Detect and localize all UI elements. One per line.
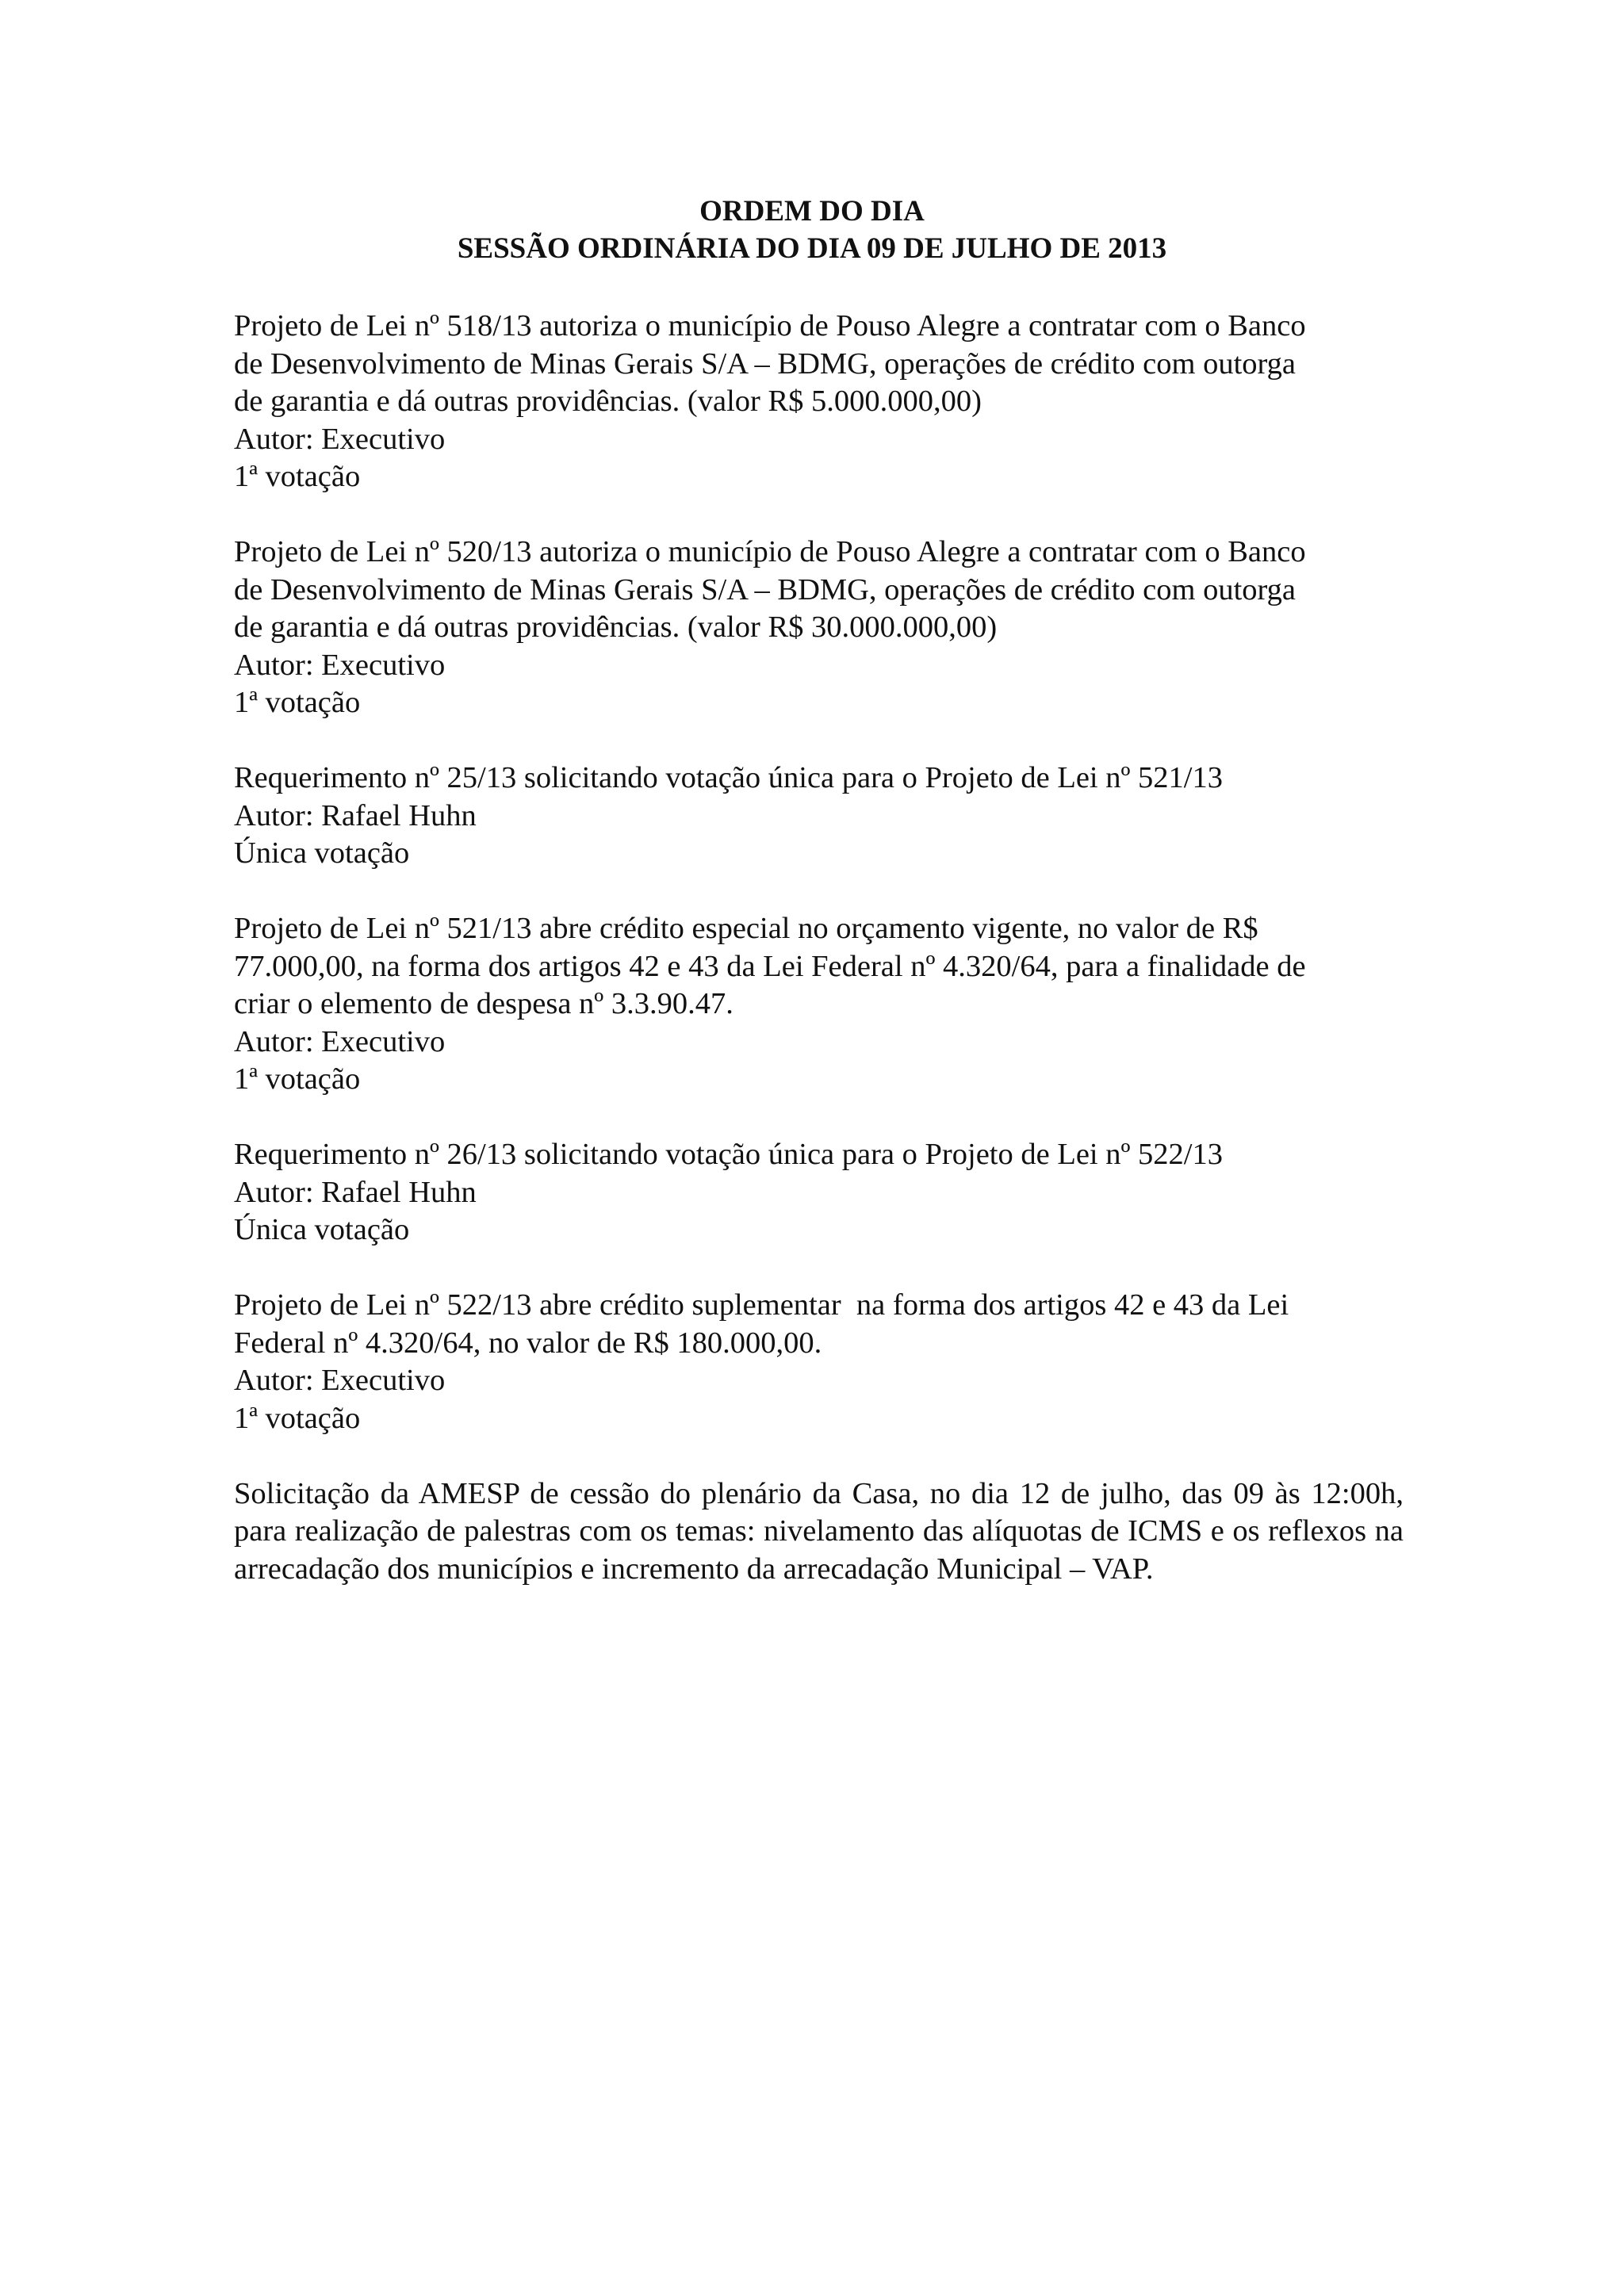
agenda-item-pl-521: [234, 910, 1404, 1099]
closing-paragraph: Solicitação da AMESP de cessão do plenário da Casa, no dia 12 de julho, das 09 às 12:00h, para realização de palestras com os temas: nivelamento das alíquotas de ICMS e os reflexos na arrecadação dos municípios e incremento da arrecadação Municipal – VAP.: [234, 1476, 1404, 1586]
agenda-item-pl-518: [234, 308, 1404, 496]
item-vote: 1ª votação: [234, 1401, 361, 1435]
item-text-line: Projeto de Lei nº 522/13 abre crédito suplementar na forma dos artigos 42 e 43 da Lei: [234, 1288, 1289, 1322]
item-text-line: Federal nº 4.320/64, no valor de R$ 180.000,00.: [234, 1326, 822, 1360]
item-author: Autor: Rafael Huhn: [234, 798, 477, 832]
document-header: [0, 193, 1624, 267]
item-text-line: de garantia e dá outras providências. (valor R$ 30.000.000,00): [234, 610, 998, 644]
item-text-line: 77.000,00, na forma dos artigos 42 e 43 da Lei Federal nº 4.320/64, para a finalidade de: [234, 949, 1306, 983]
agenda-item-req-25: [234, 760, 1404, 873]
document-title: ORDEM DO DIA: [699, 195, 925, 228]
item-text-line: Requerimento nº 26/13 solicitando votação única para o Projeto de Lei nº 522/13: [234, 1138, 1224, 1171]
item-vote: 1ª votação: [234, 686, 361, 719]
item-author: Autor: Executivo: [234, 648, 446, 682]
item-vote: 1ª votação: [234, 460, 361, 493]
item-text-line: de Desenvolvimento de Minas Gerais S/A – BDMG, operações de crédito com outorga: [234, 346, 1297, 381]
agenda-item-pl-522: [234, 1287, 1404, 1437]
agenda-list: [234, 308, 1404, 1626]
item-author: Autor: Executivo: [234, 1364, 446, 1397]
item-vote: Única votação: [234, 1213, 410, 1246]
item-text-line: Projeto de Lei nº 518/13 autoriza o município de Pouso Alegre a contratar com o Banco: [234, 309, 1306, 342]
agenda-item-amesp-request: [234, 1475, 1404, 1589]
item-author: Autor: Rafael Huhn: [234, 1175, 477, 1209]
item-text-line: Projeto de Lei nº 521/13 abre crédito especial no orçamento vigente, no valor de R$: [234, 912, 1258, 945]
item-text-line: criar o elemento de despesa nº 3.3.90.47.: [234, 987, 733, 1020]
item-text-line: Requerimento nº 25/13 solicitando votação única para o Projeto de Lei nº 521/13: [234, 761, 1224, 794]
item-vote: Única votação: [234, 836, 410, 870]
item-author: Autor: Executivo: [234, 1024, 446, 1058]
item-text-line: de Desenvolvimento de Minas Gerais S/A – BDMG, operações de crédito com outorga: [234, 572, 1297, 607]
item-text-line: de garantia e dá outras providências. (valor R$ 5.000.000,00): [234, 385, 982, 418]
item-author: Autor: Executivo: [234, 422, 446, 456]
agenda-item-pl-520: [234, 534, 1404, 722]
document-subtitle: SESSÃO ORDINÁRIA DO DIA 09 DE JULHO DE 2013: [457, 232, 1167, 265]
agenda-item-req-26: [234, 1136, 1404, 1249]
item-text-line: Projeto de Lei nº 520/13 autoriza o município de Pouso Alegre a contratar com o Banco: [234, 535, 1306, 568]
item-vote: 1ª votação: [234, 1062, 361, 1096]
